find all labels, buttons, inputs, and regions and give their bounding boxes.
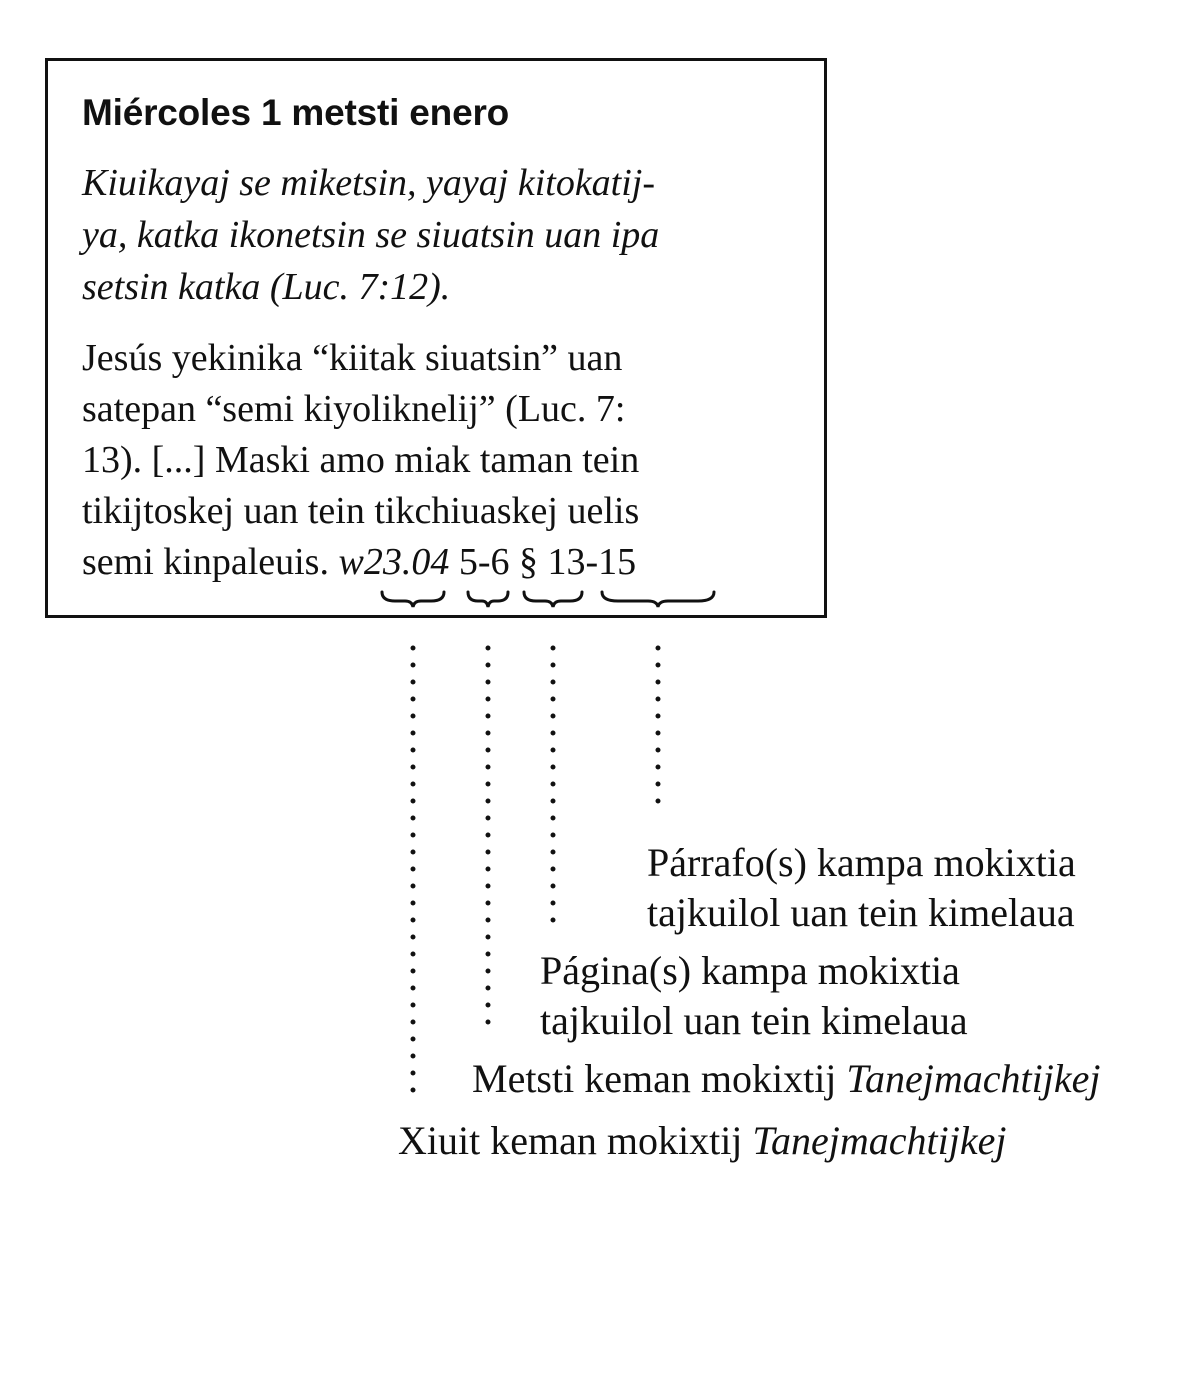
paragraph-callout-line: Párrafo(s) kampa mokixtia <box>647 840 1076 885</box>
brace-paragraphs <box>602 592 714 607</box>
comment-line: 13). [...] Maski amo miak taman tein <box>82 439 640 481</box>
month-callout-text: Metsti keman mokixtij <box>472 1056 837 1101</box>
paragraph-callout-label <box>647 838 1076 938</box>
page-callout-line: Página(s) kampa mokixtia <box>540 948 960 993</box>
paragraph-callout-line: tajkuilol uan tein kimelaua <box>647 890 1075 935</box>
brace-pages <box>524 592 582 607</box>
year-callout-label <box>398 1116 1006 1166</box>
page-callout-label <box>540 946 968 1046</box>
comment-line: Jesús yekinika “kiitak siuatsin” uan <box>82 337 623 379</box>
reference-publication: w23.04 <box>338 541 450 583</box>
comment-line: tikijtoskej uan tein tikchiuaskej uelis <box>82 490 640 532</box>
year-callout-text: Xiuit keman mokixtij <box>398 1118 743 1163</box>
brace-publication <box>382 592 444 607</box>
brace-issue <box>468 592 508 607</box>
month-callout-label <box>472 1054 1100 1104</box>
verse-line: setsin katka (Luc. 7:12). <box>82 266 451 308</box>
day-title: Miércoles 1 metsti enero <box>82 92 510 133</box>
verse-line: Kiuikayaj se miketsin, yayaj kitokatij- <box>82 162 656 204</box>
month-callout-publication: Tanejmachtijkej <box>846 1056 1101 1101</box>
reference-paragraphs: § 13-15 <box>518 541 637 583</box>
page-callout-line: tajkuilol uan tein kimelaua <box>540 998 968 1043</box>
verse-line: ya, katka ikonetsin se siuatsin uan ipa <box>82 214 660 256</box>
reference-pages: 5-6 <box>458 541 510 583</box>
comment-line: satepan “semi kiyoliknelij” (Luc. 7: <box>82 388 626 430</box>
year-callout-publication: Tanejmachtijkej <box>752 1118 1007 1163</box>
comment-line-end: semi kinpaleuis. <box>82 541 329 583</box>
